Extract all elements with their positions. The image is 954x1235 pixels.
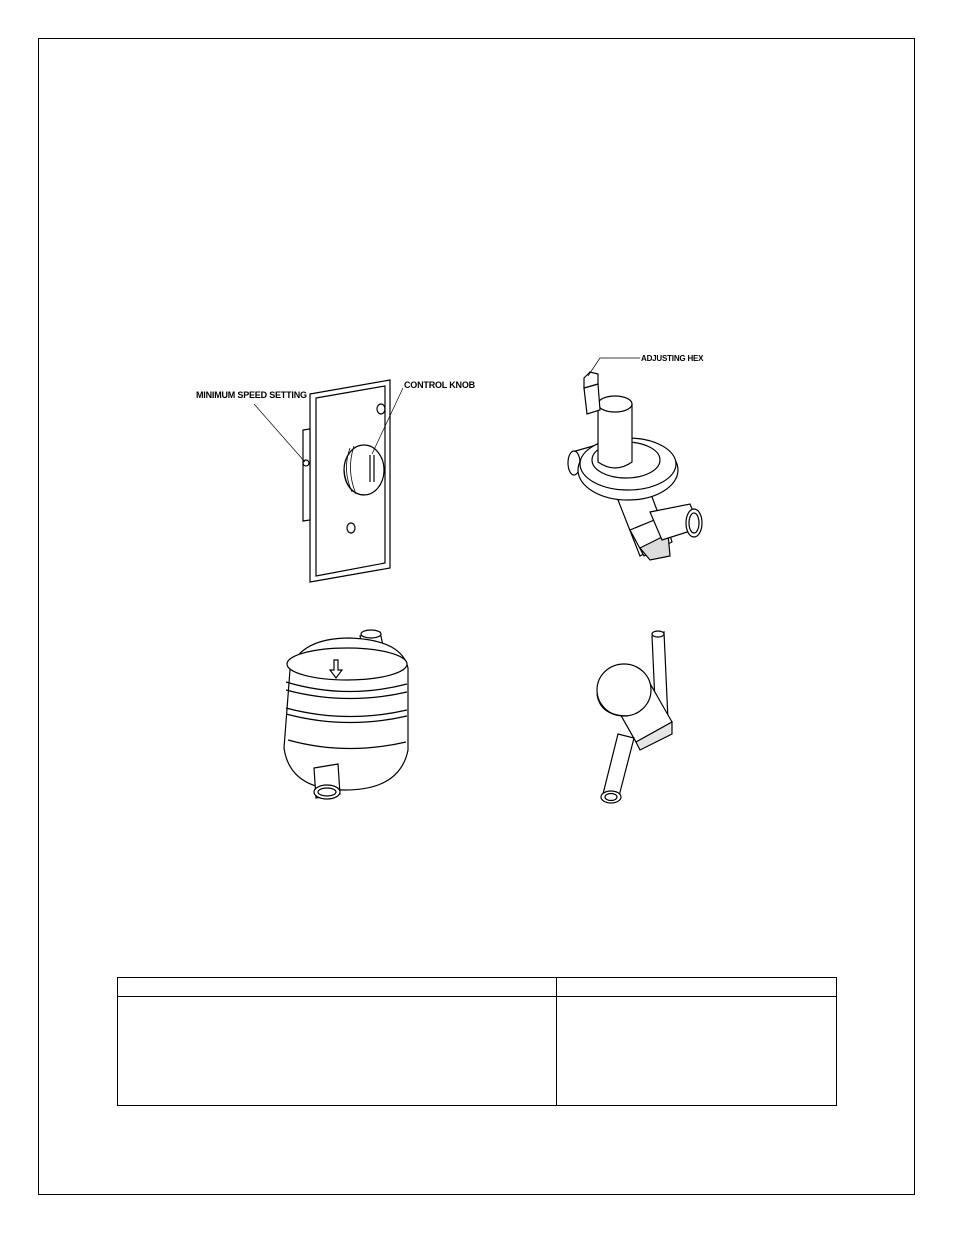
label-adjusting-hex: ADJUSTING HEX [641, 354, 704, 363]
info-table [117, 977, 837, 1106]
table-header-row [118, 978, 836, 997]
label-minimum-speed-setting: MINIMUM SPEED SETTING [196, 390, 307, 400]
label-control-knob: CONTROL KNOB [404, 380, 475, 390]
table-column-divider [556, 978, 557, 1105]
sight-glass [597, 664, 651, 716]
